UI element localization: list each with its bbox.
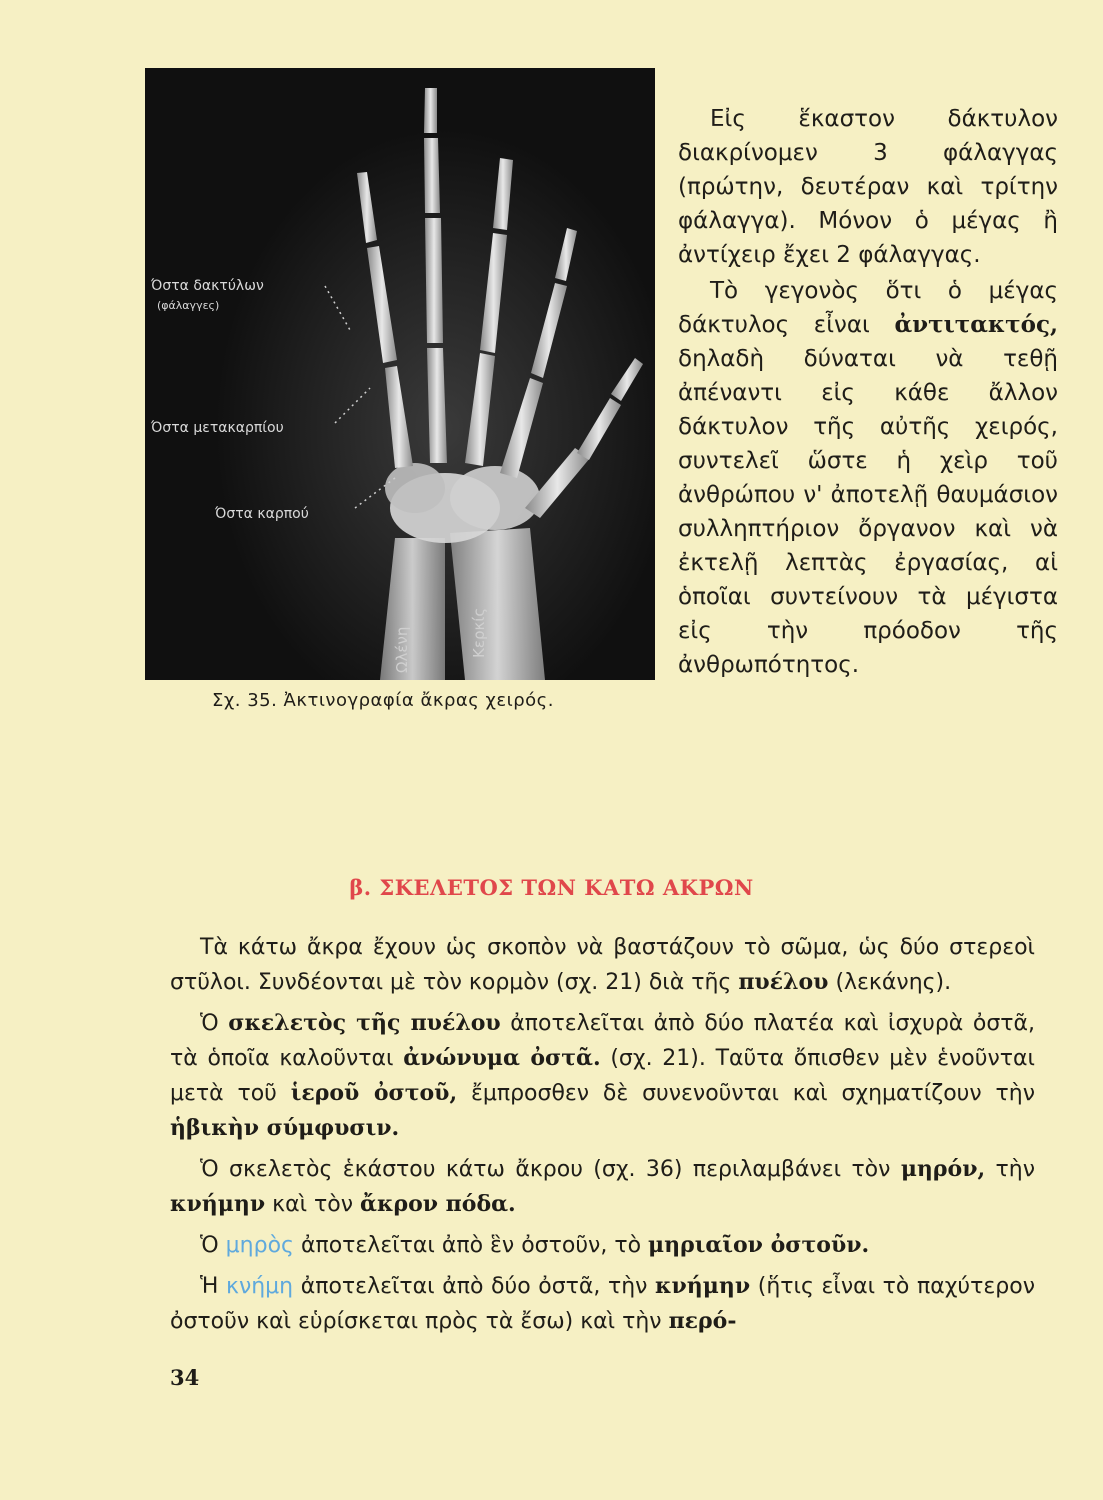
bold-term: μηριαῖον ὀστοῦν. bbox=[648, 1232, 870, 1258]
section-title: β. ΣΚΕΛΕΤΟΣ ΤΩΝ ΚΑΤΩ ΑΚΡΩΝ bbox=[349, 875, 754, 900]
label-radius: Κερκίς bbox=[470, 607, 488, 658]
text-run: (λεκάνης). bbox=[835, 970, 952, 995]
text-run: (ἥτις εἶναι τὸ παχύτερον ὀστοῦν καὶ εὑρίσκεται πρὸς τὰ ἔσω) καὶ τὴν bbox=[170, 1274, 1035, 1334]
label-ulna: Ωλένη bbox=[393, 626, 411, 673]
right-text-column bbox=[678, 102, 1058, 682]
bold-term: κνήμην bbox=[170, 1191, 266, 1217]
text-run: ἀποτελεῖται ἀπὸ δύο πλατέα καὶ ἰσχυρὰ ὀστᾶ, τὰ ὁποῖα καλοῦνται bbox=[170, 1011, 1035, 1071]
text-run: Ὁ bbox=[200, 1011, 219, 1036]
highlighted-term: μηρὸς bbox=[225, 1233, 294, 1258]
bold-term: σκελετὸς τῆς πυέλου bbox=[228, 1010, 501, 1036]
page-number: 34 bbox=[170, 1365, 200, 1390]
body-paragraph-1 bbox=[170, 930, 1035, 1000]
text-run: Ἡ bbox=[200, 1274, 219, 1299]
body-paragraph-5 bbox=[170, 1269, 1035, 1339]
text-run: τὴν bbox=[995, 1157, 1035, 1182]
figure-caption: Σχ. 35. Ἀκτινογραφία ἄκρας χειρός. bbox=[212, 690, 554, 711]
right-paragraph-2 bbox=[678, 274, 1058, 682]
bold-term: ἀνώνυμα ὀστᾶ. bbox=[403, 1045, 601, 1071]
bold-term: ἱεροῦ ὀστοῦ, bbox=[290, 1080, 458, 1106]
text-run: ἀποτελεῖται ἀπὸ ἓν ὀστοῦν, τὸ bbox=[300, 1233, 642, 1258]
label-phalanges: Όστα δακτύλων bbox=[151, 278, 264, 294]
bold-term: ἀντιτακτός, bbox=[894, 311, 1058, 338]
hand-xray-figure bbox=[145, 68, 655, 680]
body-paragraph-4 bbox=[170, 1228, 1035, 1263]
text-run: ἔμπροσθεν δὲ συνενοῦνται καὶ σχηματίζουν τὴν bbox=[470, 1081, 1035, 1106]
label-phalanges-sub: (φάλαγγες) bbox=[157, 299, 220, 312]
bold-term: ἄκρον πόδα. bbox=[360, 1191, 516, 1217]
text-run: Τὰ κάτω ἄκρα ἔχουν ὡς σκοπὸν νὰ βαστάζουν τὸ σῶμα, ὡς δύο στερεοὶ στῦλοι. Συνδέονται μὲ τὸν κορμὸν (σχ. 21) διὰ τῆς bbox=[170, 935, 1035, 995]
label-metacarpals: Όστα μετακαρπίου bbox=[151, 420, 284, 436]
bold-term: πυέλου bbox=[738, 969, 829, 995]
highlighted-term: κνήμη bbox=[225, 1274, 294, 1299]
label-carpals: Όστα καρπού bbox=[215, 506, 309, 522]
text-run: καὶ τὸν bbox=[272, 1192, 354, 1217]
text-run: Τὸ γεγονὸς ὅτι ὁ μέγας δάκτυλος εἶναι bbox=[678, 278, 1058, 338]
body-paragraph-2 bbox=[170, 1006, 1035, 1146]
body-paragraph-3 bbox=[170, 1152, 1035, 1222]
bold-term: μηρόν, bbox=[900, 1156, 986, 1182]
bold-term: περό- bbox=[668, 1308, 737, 1334]
body-text bbox=[170, 930, 1035, 1345]
text-run: Ὁ bbox=[200, 1233, 219, 1258]
text-run: δηλαδὴ δύναται νὰ τεθῇ ἀπέναντι εἰς κάθε ἄλλον δάκτυλον τῆς αὐτῆς χειρός, συντελεῖ ὥστε ἡ χεὶρ τοῦ ἀνθρώπου ν' ἀποτελῇ θαυμάσιον συλληπτήριον ὄργανον καὶ νὰ ἐκτελῇ λεπτὰς ἐργασίας, αἱ ὁποῖαι συντείνουν τὰ μέγιστα εἰς τὴν πρόοδον τῆς ἀνθρωπότητος. bbox=[678, 346, 1058, 678]
text-run: Ὁ σκελετὸς ἑκάστου κάτω ἄκρου (σχ. 36) περιλαμβάνει τὸν bbox=[200, 1157, 891, 1182]
bold-term: ἡβικὴν σύμφυσιν. bbox=[170, 1115, 400, 1141]
right-paragraph-1: Εἰς ἕκαστον δάκτυλον διακρίνομεν 3 φάλαγγας (πρώτην, δευτέραν καὶ τρίτην φάλαγγα). Μόνον ὁ μέγας ἢ ἀντίχειρ ἔχει 2 φάλαγγας. bbox=[678, 106, 1058, 268]
hand-xray-image bbox=[145, 68, 655, 680]
text-run: (σχ. 21). Ταῦτα ὄπισθεν μὲν ἑνοῦνται μετὰ τοῦ bbox=[170, 1046, 1035, 1106]
text-run: ἀποτελεῖται ἀπὸ δύο ὀστᾶ, τὴν bbox=[300, 1274, 648, 1299]
bold-term: κνήμην bbox=[655, 1273, 751, 1299]
